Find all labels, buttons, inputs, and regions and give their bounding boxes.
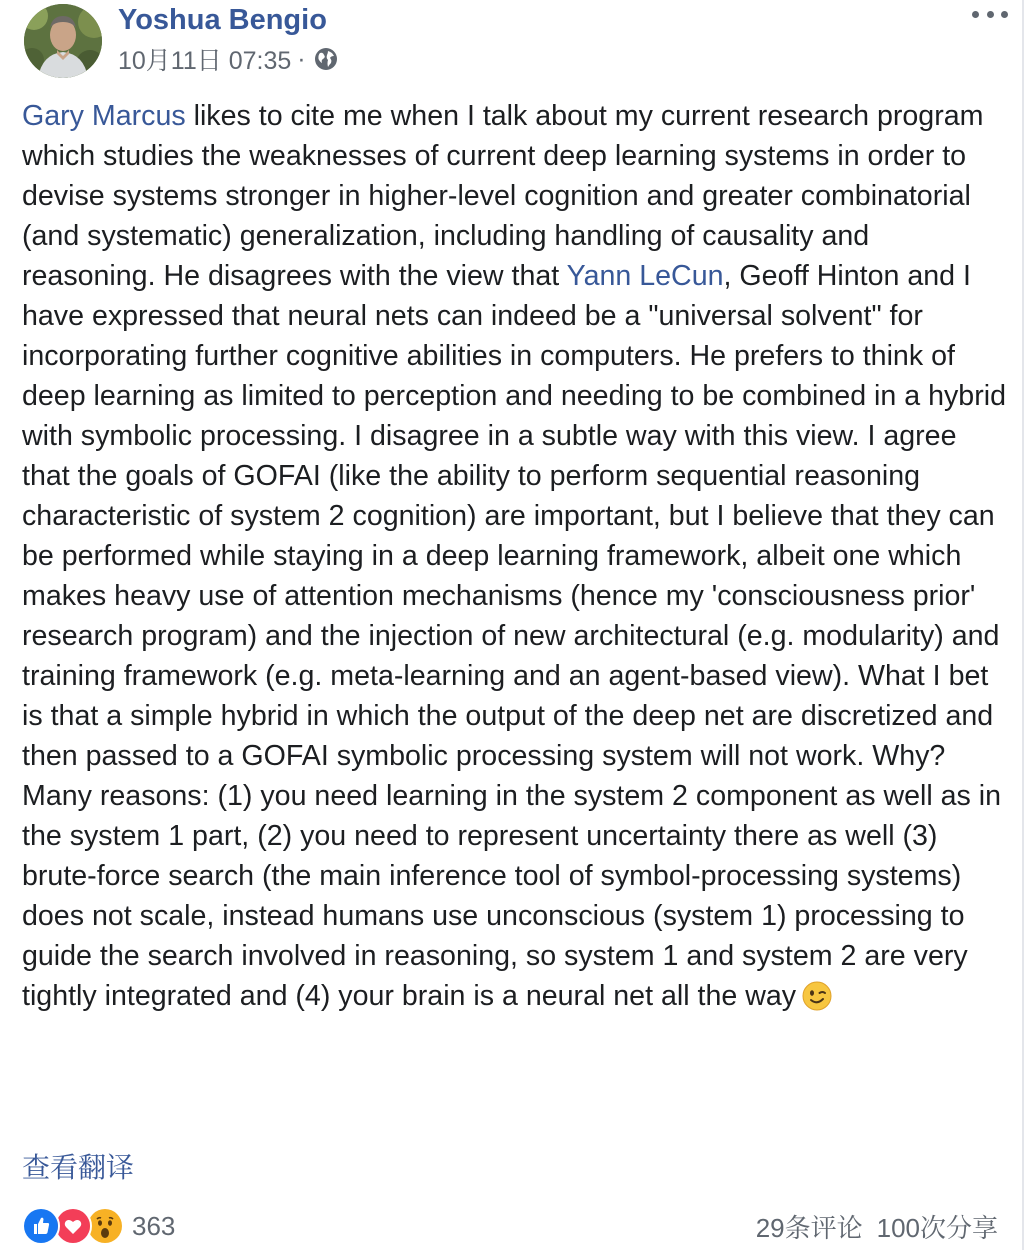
profile-photo: [24, 4, 102, 78]
engagement-counts: [756, 1206, 998, 1246]
reactions-summary[interactable]: [22, 1206, 175, 1246]
post-body-text-1: likes to cite me when I talk about my current research program which studies the weaknesses of current deep learning systems in order to devise systems stronger in higher-level cognition and greater combinatorial (and systematic) generalization, including handling of causality and reasoning. He disagrees with the view that: [22, 100, 984, 292]
avatar[interactable]: [24, 4, 102, 78]
mention-gary-marcus[interactable]: Gary Marcus: [22, 100, 186, 132]
author-name[interactable]: Yoshua Bengio: [118, 4, 327, 36]
see-translation-link[interactable]: 查看翻译: [22, 1152, 135, 1183]
reaction-count: 363: [132, 1210, 176, 1241]
post-body-text-2: , Geoff Hinton and I have expressed that neural nets can indeed be a "universal solvent" for incorporating further cognitive abilities in computers. He prefers to think of deep learning as limited to perception and needing to be combined in a hybrid with symbolic processing. I disagree in a subtle way with this view. I agree that the goals of GOFAI (like the ability to perform sequential reasoning characteristic of system 2 cognition) are important, but I believe that they can be performed while staying in a deep learning framework, albeit one which makes heavy use of attention mechanisms (hence my 'consciousness prior' research program) and the injection of new architectural (e.g. modularity) and training framework (e.g. meta-learning and an agent-based view). What I bet is that a simple hybrid in which the output of the deep net are discretized and then passed to a GOFAI symbolic processing system will not work. Why? Many reasons: (1) you need learning in the system 2 component as well as in the system 1 part, (2) you need to represent uncertainty there as well (3) brute-force search (the main inference tool of symbol-processing systems) does not scale, instead humans use unconscious (system 1) processing to guide the search involved in reasoning, so system 1 and system 2 are very tightly integrated and (4) your brain is a neural net all the way: [22, 260, 1006, 1012]
comments-count[interactable]: 29条评论: [755, 1212, 863, 1243]
post-body: [22, 96, 1007, 1016]
timestamp[interactable]: 10月11日 07:35: [118, 47, 292, 75]
post-meta: [118, 42, 338, 76]
wink-emoji: [802, 981, 832, 1011]
like-icon: [22, 1207, 60, 1245]
post-footer: [0, 1200, 1022, 1250]
meta-separator: ·: [297, 44, 306, 73]
shares-count[interactable]: 100次分享: [876, 1212, 998, 1243]
ellipsis-icon[interactable]: [972, 4, 1008, 24]
globe-icon[interactable]: [314, 47, 338, 71]
mention-yann-lecun[interactable]: Yann LeCun: [566, 260, 724, 292]
